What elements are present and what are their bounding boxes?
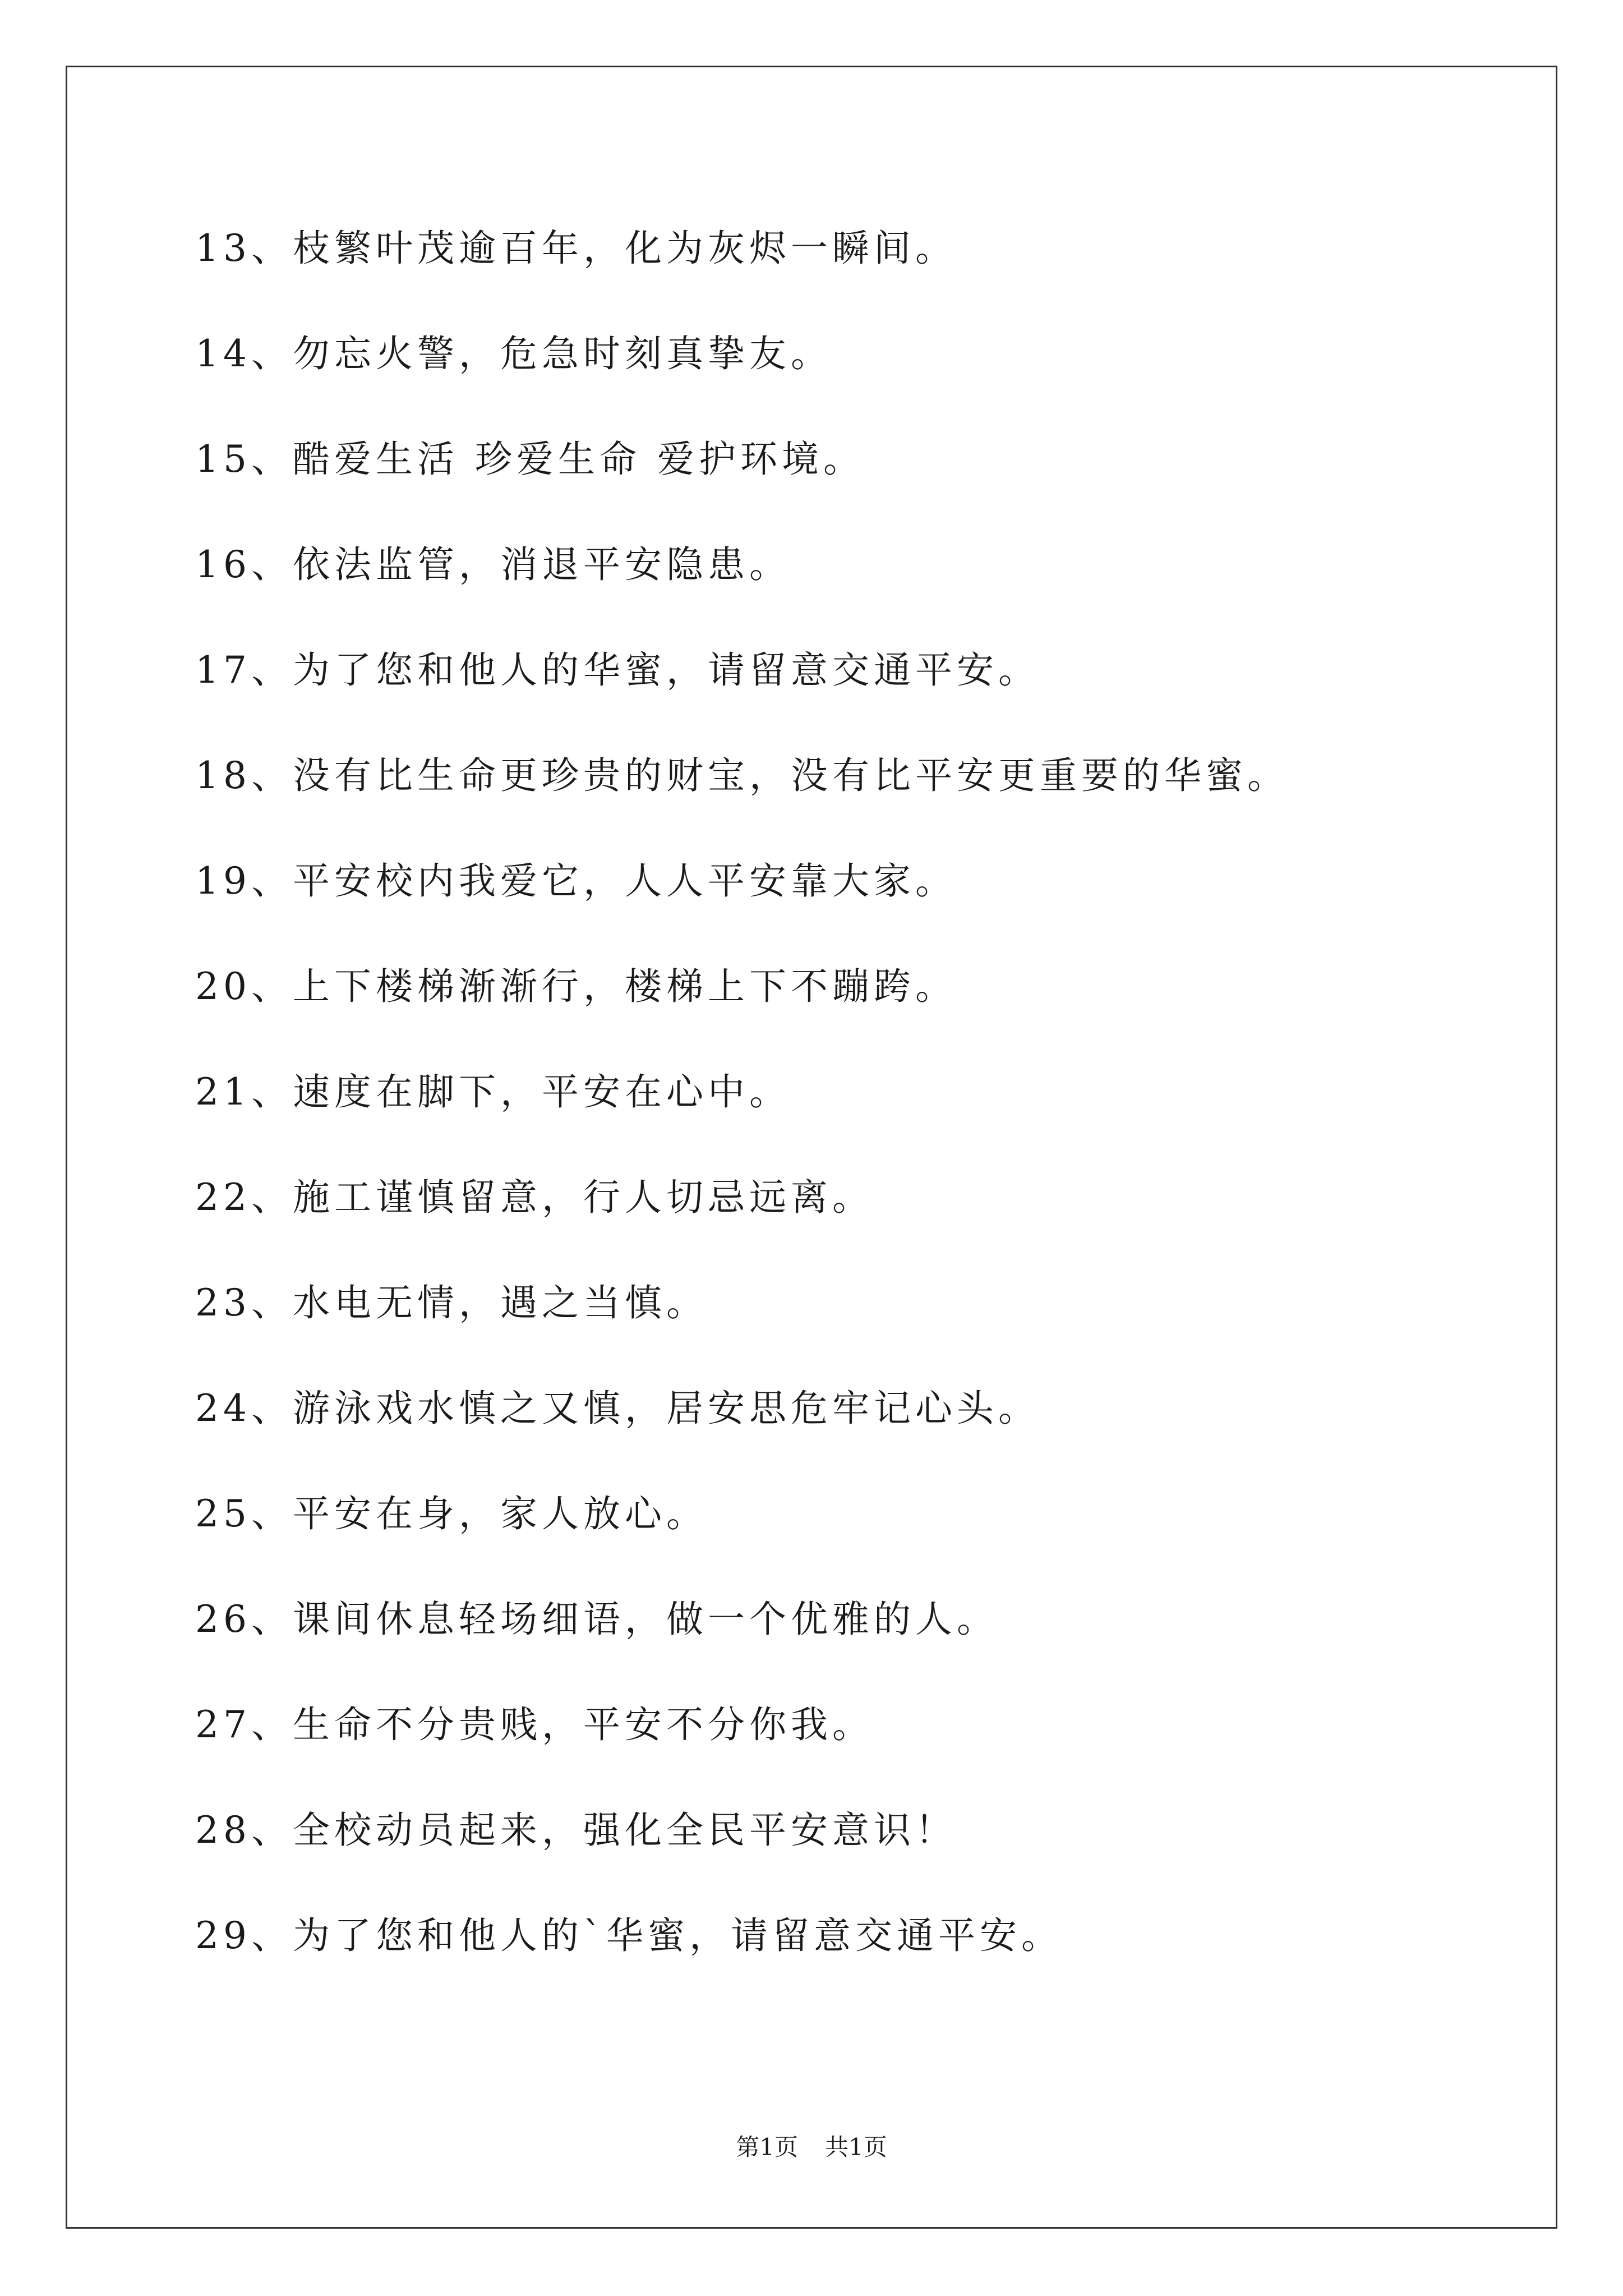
slogan-line-19: 19、平安校内我爱它，人人平安靠大家。 [195, 859, 957, 903]
slogan-line-24: 24、游泳戏水慎之又慎，居安思危牢记心头。 [195, 1387, 1040, 1430]
slogan-line-29: 29、为了您和他人的`华蜜，请留意交通平安。 [195, 1914, 1063, 1957]
slogan-line-15: 15、酷爱生活 珍爱生命 爱护环境。 [195, 438, 865, 481]
slogan-line-16: 16、依法监管，消退平安隐患。 [195, 543, 791, 586]
page-footer [0, 2131, 1623, 2164]
slogan-line-28: 28、全校动员起来，强化全民平安意识！ [195, 1809, 957, 1852]
slogan-line-23: 23、水电无情，遇之当慎。 [195, 1281, 708, 1324]
slogan-line-18: 18、没有比生命更珍贵的财宝，没有比平安更重要的华蜜。 [195, 754, 1289, 797]
page-total: 共1页 [825, 2133, 887, 2161]
slogan-line-25: 25、平安在身，家人放心。 [195, 1492, 708, 1535]
slogan-line-22: 22、施工谨慎留意，行人切忌远离。 [195, 1176, 874, 1219]
slogan-line-20: 20、上下楼梯渐渐行，楼梯上下不蹦跨。 [195, 965, 957, 1008]
slogan-list [195, 223, 1485, 2016]
slogan-line-17: 17、为了您和他人的华蜜，请留意交通平安。 [195, 648, 1040, 692]
slogan-line-26: 26、课间休息轻场细语，做一个优雅的人。 [195, 1598, 998, 1641]
slogan-line-14: 14、勿忘火警，危急时刻真挚友。 [195, 332, 832, 375]
slogan-line-27: 27、生命不分贵贱，平安不分你我。 [195, 1703, 874, 1746]
page-number: 第1页 [736, 2133, 798, 2161]
slogan-line-13: 13、枝繁叶茂逾百年，化为灰烬一瞬间。 [195, 227, 957, 270]
slogan-line-21: 21、速度在脚下，平安在心中。 [195, 1070, 791, 1114]
